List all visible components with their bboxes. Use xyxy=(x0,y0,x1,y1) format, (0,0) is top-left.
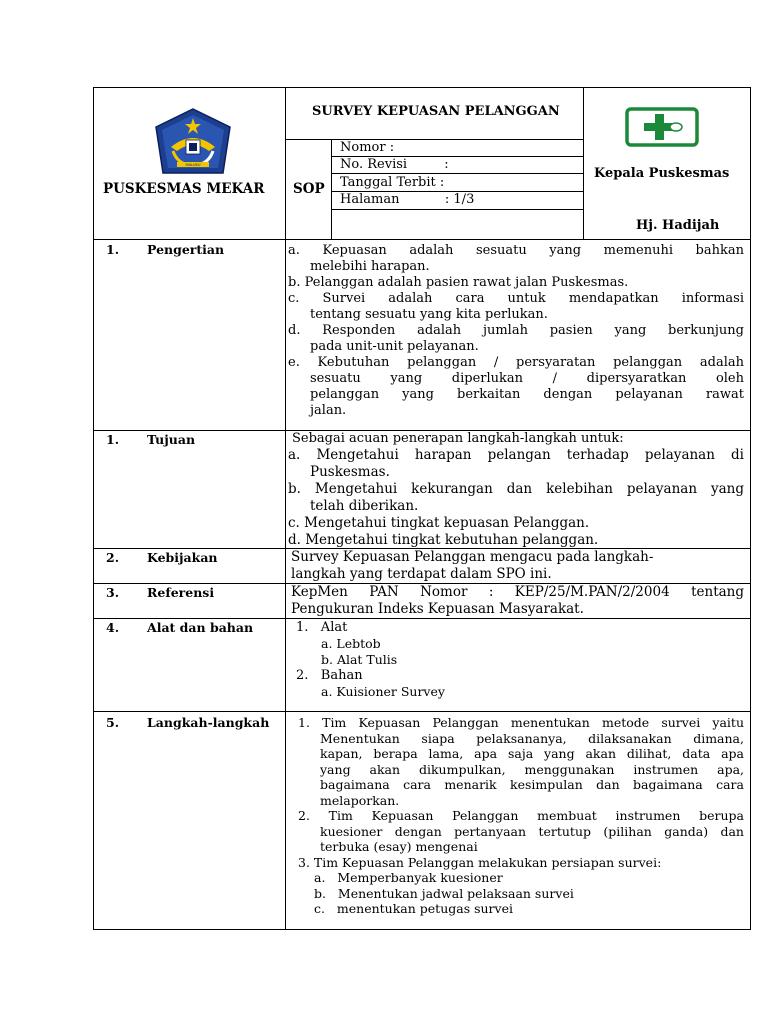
text-line: c. Survei adalah cara untuk mendapatkan informasi xyxy=(288,291,744,306)
table-border-bottom xyxy=(93,929,751,930)
text-line: melaporkan. xyxy=(320,792,400,808)
row-label-kebijakan: Kebijakan xyxy=(147,550,218,565)
meta-line-4 xyxy=(331,209,584,210)
text-line: KepMen PAN Nomor : KEP/25/M.PAN/2/2004 tentang xyxy=(291,584,744,600)
row-label-alat: Alat dan bahan xyxy=(147,620,254,635)
alat-content xyxy=(296,620,736,700)
text-line: tentang sesuatu yang kita perlukan. xyxy=(310,307,548,322)
text-line: c. Mengetahui tingkat kepuasan Pelanggan. xyxy=(288,515,590,531)
text-line: terbuka (esay) mengenai xyxy=(320,839,478,854)
meta-nomor: Nomor : xyxy=(340,140,395,155)
text-line: pelanggan yang berkaitan dengan pelayanan rawat xyxy=(310,387,744,402)
text-line: Puskesmas. xyxy=(310,464,390,480)
text-line: b. Mengetahui kekurangan dan kelebihan pelayanan yang xyxy=(288,481,744,497)
text-line: Pengukuran Indeks Kepuasan Masyarakat. xyxy=(291,601,584,617)
text-line: Menentukan siapa pelaksananya, dilaksanakan dimana, xyxy=(320,730,744,746)
text-line: c. menentukan petugas survei xyxy=(314,901,513,916)
text-line: melebihi harapan. xyxy=(310,259,430,274)
table-border-top xyxy=(93,87,751,88)
text-line: pada unit-unit pelayanan. xyxy=(310,339,479,354)
text-line: b. Pelanggan adalah pasien rawat jalan Puskesmas. xyxy=(288,275,629,290)
row-sep-alat xyxy=(93,618,751,619)
text-line: b. Alat Tulis xyxy=(321,652,398,667)
header-divider-2 xyxy=(583,87,584,239)
approver-title: Kepala Puskesmas xyxy=(594,166,730,181)
text-line: langkah yang terdapat dalam SPO ini. xyxy=(291,566,552,582)
text-line: 2. Tim Kepuasan Pelanggan membuat instrumen berupa xyxy=(298,808,744,823)
row-number-langkah: 5. xyxy=(106,715,120,730)
text-line: 1. Alat xyxy=(296,620,348,635)
text-line: sesuatu yang diperlukan / dipersyaratkan oleh xyxy=(310,371,744,386)
row-label-pengertian: Pengertian xyxy=(147,242,225,257)
meta-halaman: Halaman : 1/3 xyxy=(340,192,475,207)
text-line: bagaimana cara menarik kesimpulan dan bagaimana cara xyxy=(320,777,744,792)
text-line: jalan. xyxy=(310,403,347,418)
meta-line-2 xyxy=(331,173,584,174)
text-line: b. Menentukan jadwal pelaksaan survei xyxy=(314,885,574,901)
row-label-tujuan: Tujuan xyxy=(147,432,196,447)
row-number-referensi: 3. xyxy=(106,585,120,600)
kebijakan-content xyxy=(291,549,744,583)
district-crest-logo xyxy=(153,107,233,177)
header-divider-1 xyxy=(285,87,286,930)
text-line: a. Kuisioner Survey xyxy=(321,684,445,699)
text-line: 3. Tim Kepuasan Pelanggan melakukan persiapan survei: xyxy=(298,854,662,870)
header-divider-sop xyxy=(331,139,332,239)
row-number-alat: 4. xyxy=(106,620,120,635)
header-bottom xyxy=(93,239,751,240)
text-line: Survey Kepuasan Pelanggan mengacu pada langkah- xyxy=(291,549,654,565)
text-line: 2. Bahan xyxy=(296,668,363,683)
pengertian-content xyxy=(288,243,744,419)
row-number-tujuan: 1. xyxy=(106,432,120,447)
text-line: e. Kebutuhan pelanggan / persyaratan pelanggan adalah xyxy=(288,355,744,370)
sop-label: SOP xyxy=(293,181,325,197)
text-line: a. Memperbanyak kuesioner xyxy=(314,870,503,885)
row-label-langkah: Langkah-langkah xyxy=(147,715,270,730)
text-line: kuesioner dengan pertanyaan tertutup (pilihan ganda) dan xyxy=(320,823,744,839)
svg-text:MALUKU: MALUKU xyxy=(185,163,201,168)
health-cross-logo xyxy=(625,107,699,147)
approver-name: Hj. Hadijah xyxy=(636,218,720,233)
text-line: d. Responden adalah jumlah pasien yang berkunjung xyxy=(288,323,744,338)
org-name: PUSKESMAS MEKAR xyxy=(103,181,265,197)
meta-revisi: No. Revisi : xyxy=(340,157,449,172)
table-border-right xyxy=(750,87,751,930)
header-title-underline xyxy=(285,139,584,140)
tujuan-content xyxy=(288,431,744,549)
text-line: a. Kepuasan adalah sesuatu yang memenuhi bahkan xyxy=(288,243,744,258)
meta-tanggal: Tanggal Terbit : xyxy=(340,175,445,190)
row-number-pengertian: 1. xyxy=(106,242,120,257)
table-border-left xyxy=(93,87,94,930)
text-line: a. Lebtob xyxy=(321,636,381,651)
row-number-kebijakan: 2. xyxy=(106,550,120,565)
text-line: d. Mengetahui tingkat kebutuhan pelanggan. xyxy=(288,532,599,548)
referensi-content xyxy=(291,584,744,618)
row-sep-langkah xyxy=(93,711,751,712)
row-label-referensi: Referensi xyxy=(147,585,215,600)
text-line: a. Mengetahui harapan pelangan terhadap pelayanan di xyxy=(288,447,744,463)
text-line: Sebagai acuan penerapan langkah-langkah untuk: xyxy=(292,431,624,446)
langkah-content xyxy=(298,715,744,917)
text-line: kapan, berapa lama, apa saja yang akan dilihat, data apa xyxy=(320,746,744,761)
text-line: telah diberikan. xyxy=(310,498,419,514)
document-title: SURVEY KEPUASAN PELANGGAN xyxy=(312,104,560,119)
text-line: yang akan dikumpulkan, menggunakan instrumen apa, xyxy=(320,761,744,777)
text-line: 1. Tim Kepuasan Pelanggan menentukan metode survei yaitu xyxy=(298,715,744,730)
